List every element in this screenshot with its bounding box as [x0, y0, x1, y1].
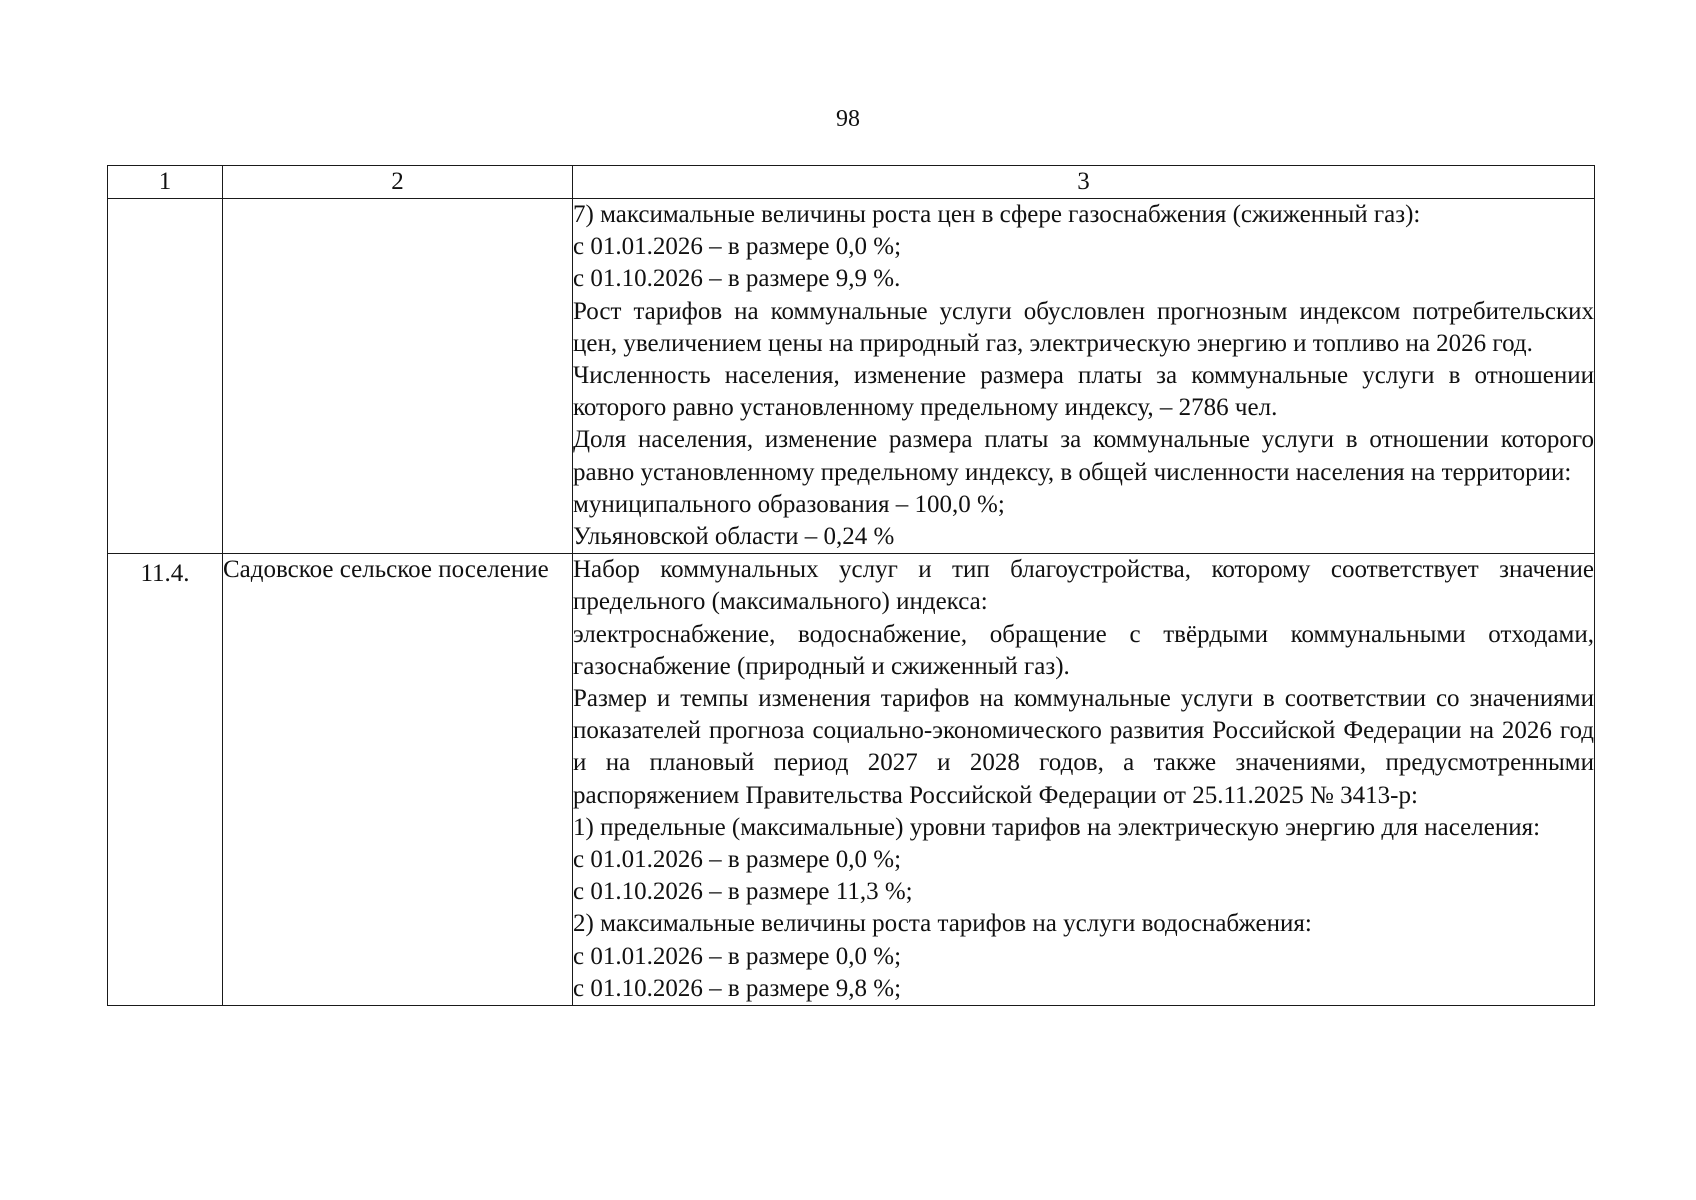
description-paragraph: Доля населения, изменение размера платы за коммунальные услуги в отношении которого равно установленному предельному индексу, в общей численности населения на территории:	[573, 426, 1594, 486]
description-paragraph: 2) максимальные величины роста тарифов на услуги водоснабжения:	[573, 910, 1312, 938]
description-paragraph: с 01.01.2026 – в размере 0,0 %;	[573, 942, 902, 970]
description-paragraph: 7) максимальные величины роста цен в сфере газоснабжения (сжиженный газ):	[573, 201, 1421, 228]
table-header-row	[108, 166, 1595, 199]
description-paragraph: с 01.10.2026 – в размере 9,9 %.	[573, 265, 901, 293]
page-number: 98	[836, 106, 860, 132]
description-paragraph: с 01.01.2026 – в размере 0,0 %;	[573, 846, 902, 874]
description-paragraph: муниципального образования – 100,0 %;	[573, 490, 1005, 518]
description-paragraph: с 01.10.2026 – в размере 11,3 %;	[573, 878, 913, 906]
municipality-name: Садовское сельское поселение	[223, 554, 573, 1006]
header-col-2: 2	[223, 166, 573, 199]
description-paragraph: Численность населения, изменение размера платы за коммунальные услуги в отношении которого равно установленному предельному индексу, – 2786 чел.	[573, 362, 1594, 422]
municipality-name	[223, 199, 573, 554]
row-number: 11.4.	[140, 560, 190, 588]
header-col-1: 1	[108, 166, 223, 199]
data-table	[107, 165, 1595, 1006]
table-row	[108, 554, 1595, 1006]
description-cell	[573, 554, 1595, 1006]
table-row	[108, 199, 1595, 554]
row-number	[108, 199, 222, 203]
description-paragraph: Набор коммунальных услуг и тип благоустройства, которому соответствует значение предельного (максимального) индекса:	[573, 556, 1594, 616]
description-paragraph: Рост тарифов на коммунальные услуги обусловлен прогнозным индексом потребительских цен, увеличением цены на природный газ, электрическую энергию и топливо на 2026 год.	[573, 297, 1594, 357]
row-number-cell	[108, 554, 223, 1006]
description-paragraph: Ульяновской области – 0,24 %	[573, 523, 895, 551]
description-paragraph: с 01.10.2026 – в размере 9,8 %;	[573, 974, 902, 1002]
row-number-cell	[108, 199, 223, 554]
description-paragraph: Размер и темпы изменения тарифов на коммунальные услуги в соответствии со значениями показателей прогноза социально-экономического развития Российской Федерации на 2026 год и на плановый период 2027 и 2028 годов, а также значениями, предусмотренными распоряжением Правительства Российской Федерации от 25.11.2025 № 3413-р:	[573, 685, 1594, 809]
description-paragraph: с 01.01.2026 – в размере 0,0 %;	[573, 233, 902, 261]
description-cell	[573, 199, 1595, 554]
description-paragraph: 1) предельные (максимальные) уровни тарифов на электрическую энергию для населения:	[573, 813, 1541, 841]
header-col-3: 3	[573, 166, 1595, 199]
description-paragraph: электроснабжение, водоснабжение, обращение с твёрдыми коммунальными отходами, газоснабжение (природный и сжиженный газ).	[573, 620, 1594, 680]
